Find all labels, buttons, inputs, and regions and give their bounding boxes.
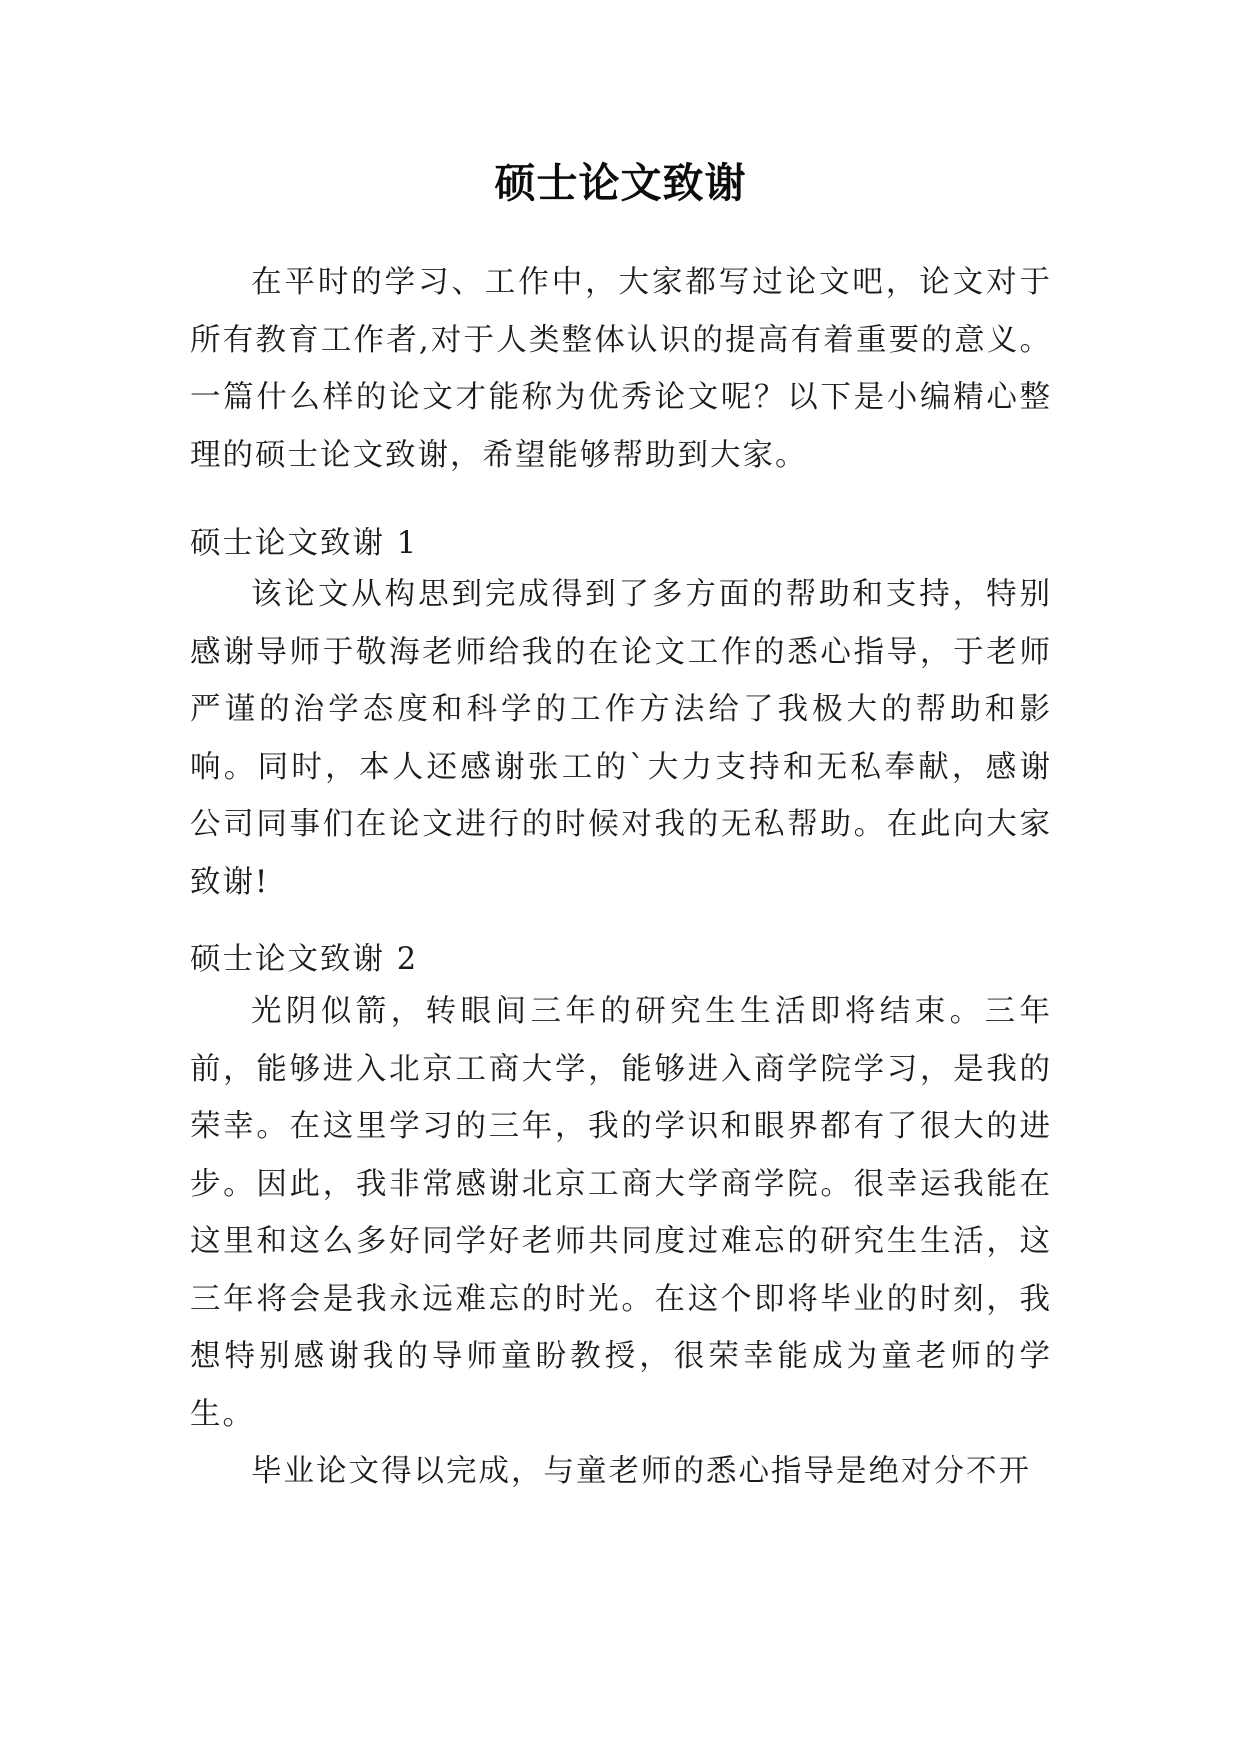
section-1-paragraph-1: 该论文从构思到完成得到了多方面的帮助和支持，特别感谢导师于敬海老师给我的在论文工作的悉心指导，于老师严谨的治学态度和科学的工作方法给了我极大的帮助和影响。同时，本人还感谢张工的`大力支持和无私奉献，感谢公司同事们在论文进行的时候对我的无私帮助。在此向大家致谢! [190, 577, 1052, 900]
document-title: 硕士论文致谢 [494, 159, 747, 207]
section-2-body [190, 983, 1052, 1501]
section-1-body [190, 566, 1052, 911]
section-2-heading: 硕士论文致谢 2 [190, 942, 419, 977]
section-1-heading: 硕士论文致谢 1 [190, 526, 419, 561]
section-2-paragraph-1: 光阴似箭，转眼间三年的研究生生活即将结束。三年前，能够进入北京工商大学，能够进入商学院学习，是我的荣幸。在这里学习的三年，我的学识和眼界都有了很大的进步。因此，我非常感谢北京工商大学商学院。很幸运我能在这里和这么多好同学好老师共同度过难忘的研究生生活，这三年将会是我永远难忘的时光。在这个即将毕业的时刻，我想特别感谢我的导师童盼教授，很荣幸能成为童老师的学生。 [190, 994, 1052, 1432]
intro-paragraph-block [190, 254, 1052, 484]
section-2-paragraph-2: 毕业论文得以完成，与童老师的悉心指导是绝对分不开 [251, 1454, 1031, 1489]
intro-paragraph: 在平时的学习、工作中，大家都写过论文吧，论文对于所有教育工作者,对于人类整体认识的提高有着重要的意义。一篇什么样的论文才能称为优秀论文呢？以下是小编精心整理的硕士论文致谢，希望能够帮助到大家。 [190, 265, 1052, 473]
